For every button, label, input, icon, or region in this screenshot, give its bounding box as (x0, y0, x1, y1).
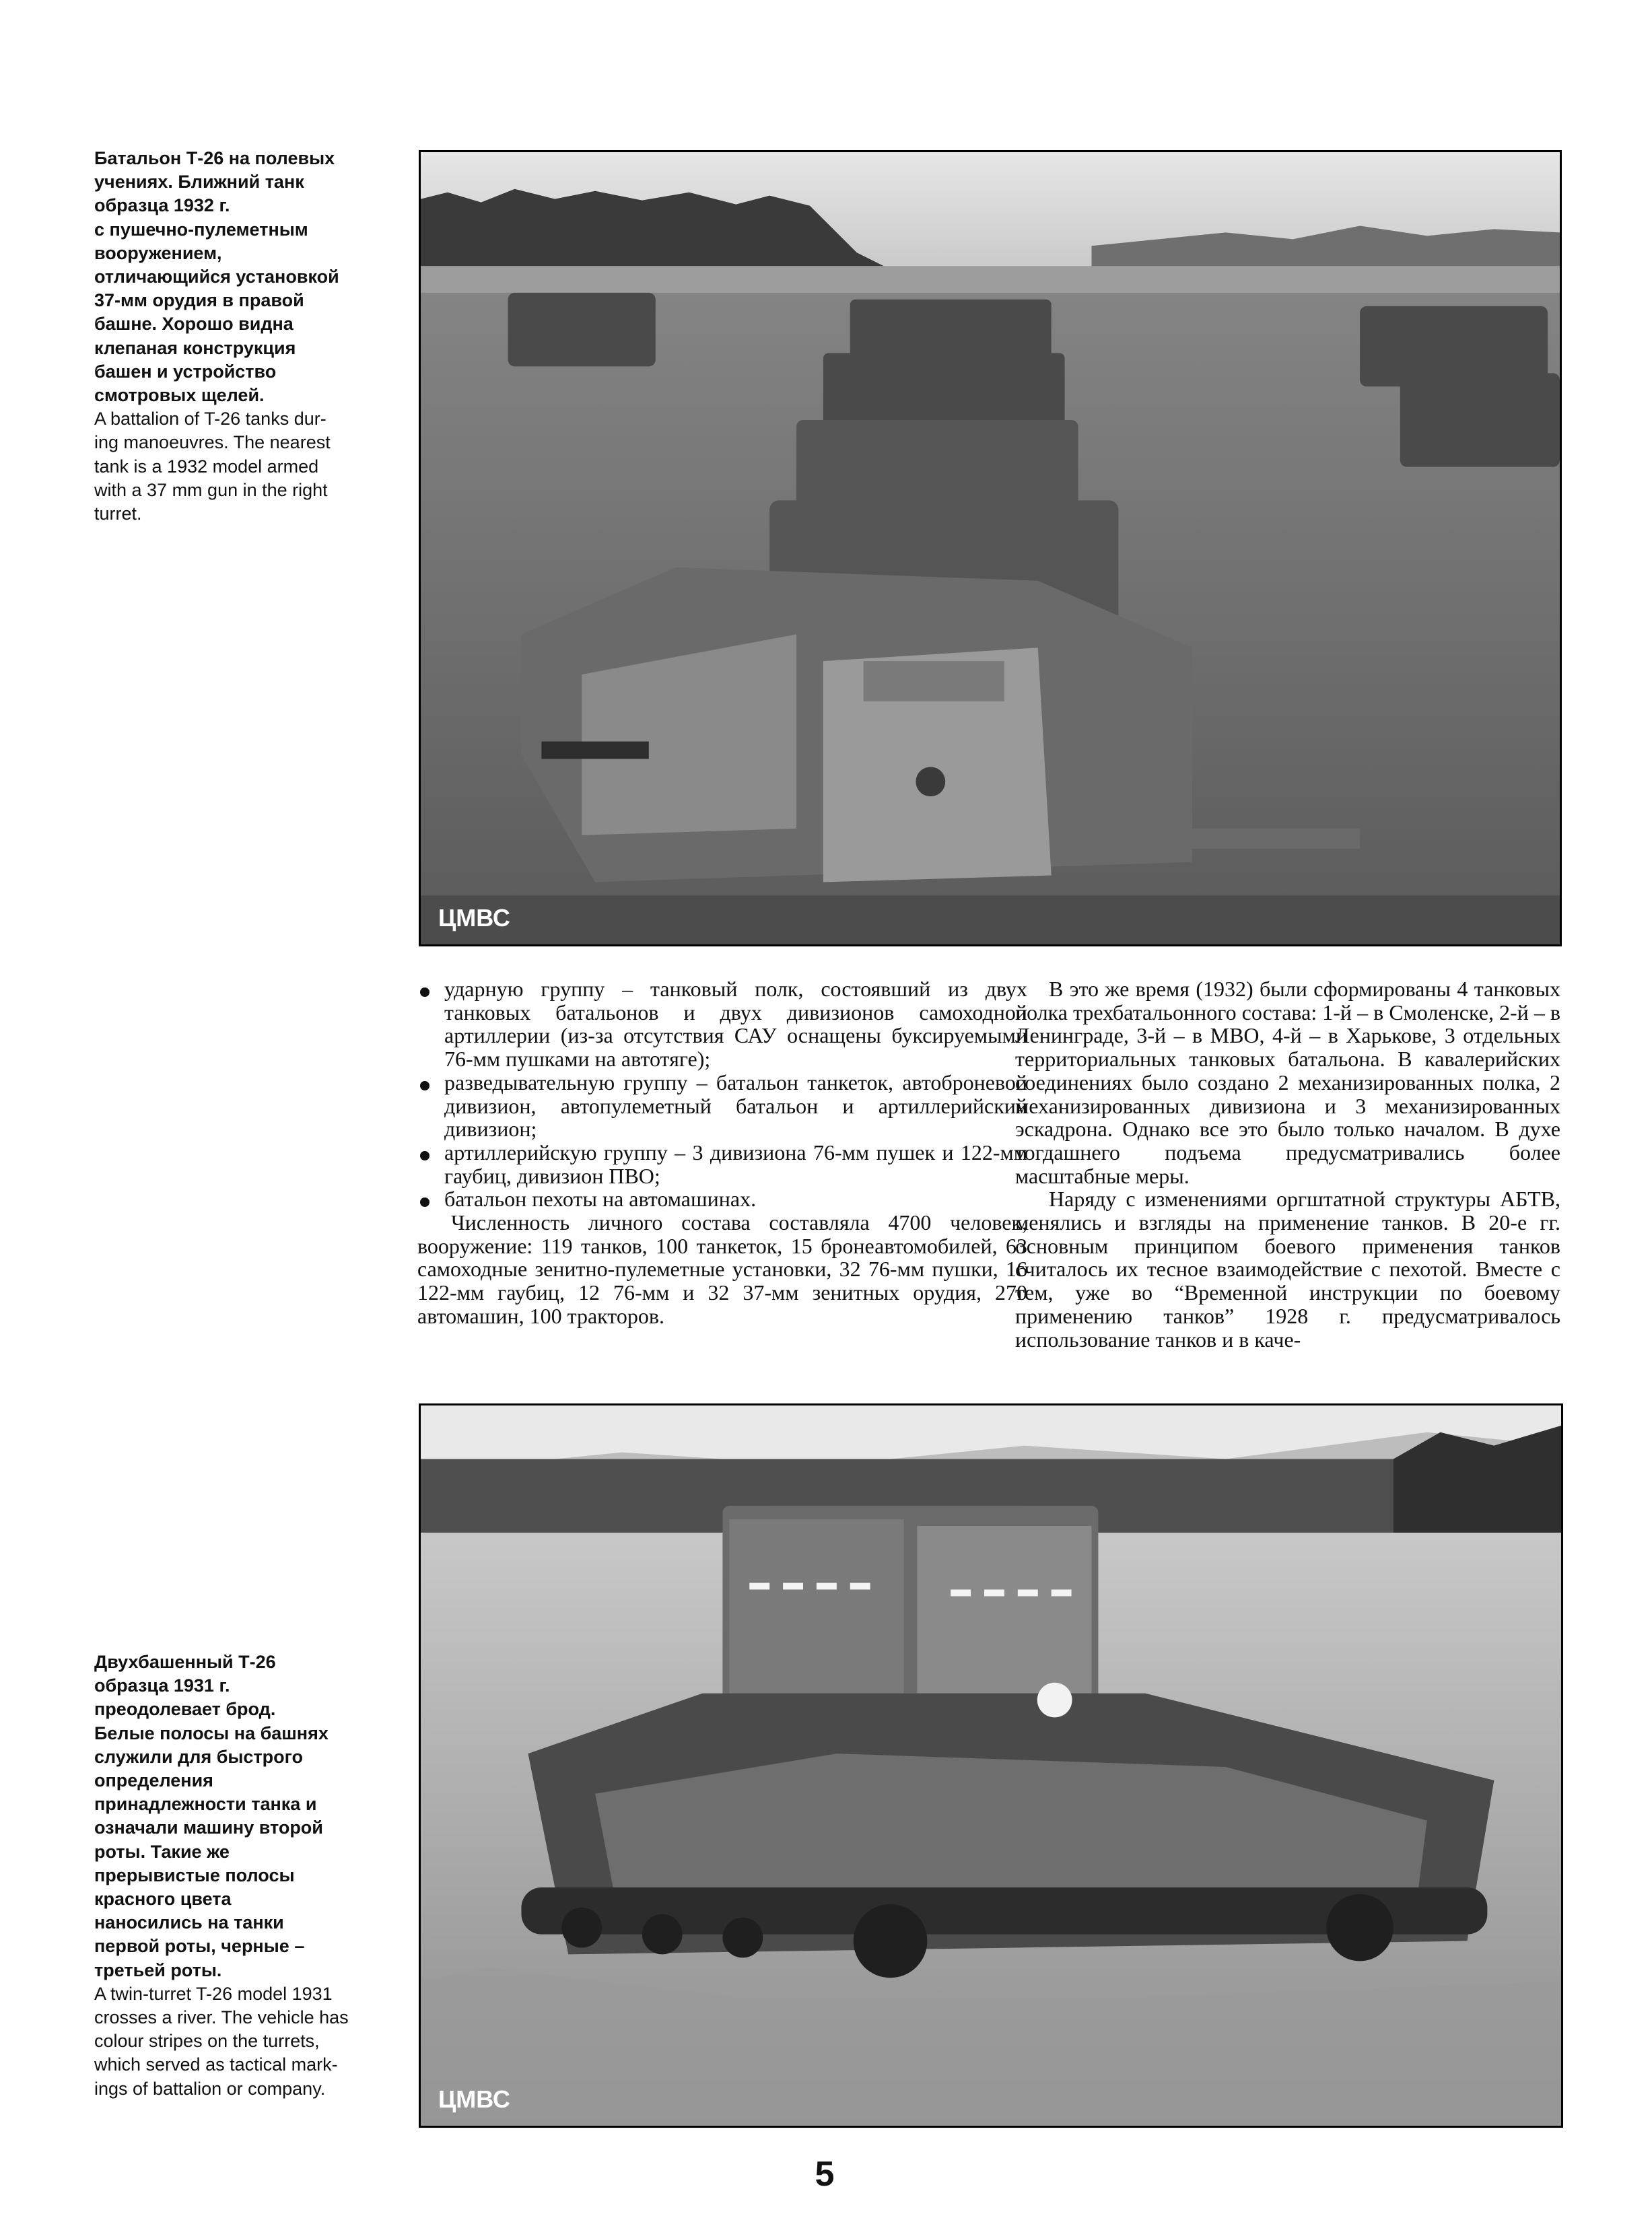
group-list (417, 977, 1027, 1211)
tank-battalion-image (421, 152, 1560, 944)
list-item: разведывательную группу – батальон танкеток, автоброневой дивизион, автопулеметный батальон и артиллерийский дивизион; (417, 1071, 1027, 1141)
photo1-credit: ЦМВС (438, 904, 510, 932)
page-number: 5 (815, 2155, 835, 2194)
text-column-right (1015, 977, 1560, 1351)
photo2-caption (94, 1650, 377, 2101)
list-item: артиллерийскую группу – 3 дивизиона 76-мм пушек и 122-мм гаубиц, дивизион ПВО; (417, 1141, 1027, 1187)
photo1-caption (94, 147, 377, 526)
list-item: ударную группу – танковый полк, состоявший из двух танковых батальонов и двух дивизионов самоходной артиллерии (из-за отсутствия САУ оснащены буксируемыми 76-мм пушками на автотяге); (417, 977, 1027, 1071)
photo1-caption-ru: Батальон Т-26 на полевых учениях. Ближний танк образца 1932 г. с пушечно-пулеметным вооружением, отличающийся установкой 37-мм орудия в правой башне. Хорошо видна клепаная конструкция башен и устройство смотровых щелей. (94, 148, 339, 406)
photo2-credit: ЦМВС (438, 2085, 510, 2113)
personnel-paragraph: Численность личного состава составляла 4700 человек, вооружение: 119 танков, 100 танкеток, 15 бронеавтомобилей, 63 самоходные зенитно-пулеметные установки, 32 76-мм пушки, 16 122-мм гаубиц, 12 76-мм и 32 37-мм зенитных орудия, 270 автомашин, 100 тракторов. (417, 1210, 1027, 1328)
text-column-left (417, 977, 1027, 1328)
photo2-caption-en: A twin-turret T-26 model 1931 crosses a river. The vehicle has colour stripes on the turrets, which served as tactical mark- ings of battalion or company. (94, 1983, 349, 2099)
tank-fording-image (421, 1405, 1561, 2126)
photo-tank-battalion (419, 150, 1562, 946)
list-item: батальон пехоты на автомашинах. (417, 1187, 1027, 1211)
photo2-caption-ru: Двухбашенный Т-26 образца 1931 г. преодолевает брод. Белые полосы на башнях служили для быстрого определения принадлежности танка и означали машину второй роты. Такие же прерывистые полосы красного цвета наносились на танки первой роты, черные – третьей роты. (94, 1652, 329, 1980)
doctrine-paragraph: Наряду с изменениями оргштатной структуры АБТВ, менялись и взгляды на применение танков. В 20-е гг. основным принципом боевого применения танков считалось их тесное взаимодействие с пехотой. Вместе с тем, уже во “Временной инструкции по боевому применению танков” 1928 г. предусматривалось использование танков и в каче- (1015, 1187, 1560, 1352)
regiments-paragraph: В это же время (1932) были сформированы 4 танковых полка трехбатальонного состава: 1-й – в Смоленске, 2-й – в Ленинграде, 3-й – в МВО, 4-й – в Харькове, 3 отдельных территориальных танковых батальона. В кавалерийских соединениях было создано 2 механизированных полка, 2 механизированных дивизиона и 3 механизированных эскадрона. Однако все это было только началом. В духе тогдашнего подъема предусматривались более масштабные меры. (1015, 977, 1560, 1188)
photo-tank-fording (419, 1403, 1563, 2128)
photo1-caption-en: A battalion of T-26 tanks dur- ing manoeuvres. The nearest tank is a 1932 model armed with a 37 mm gun in the right turret. (94, 409, 331, 524)
